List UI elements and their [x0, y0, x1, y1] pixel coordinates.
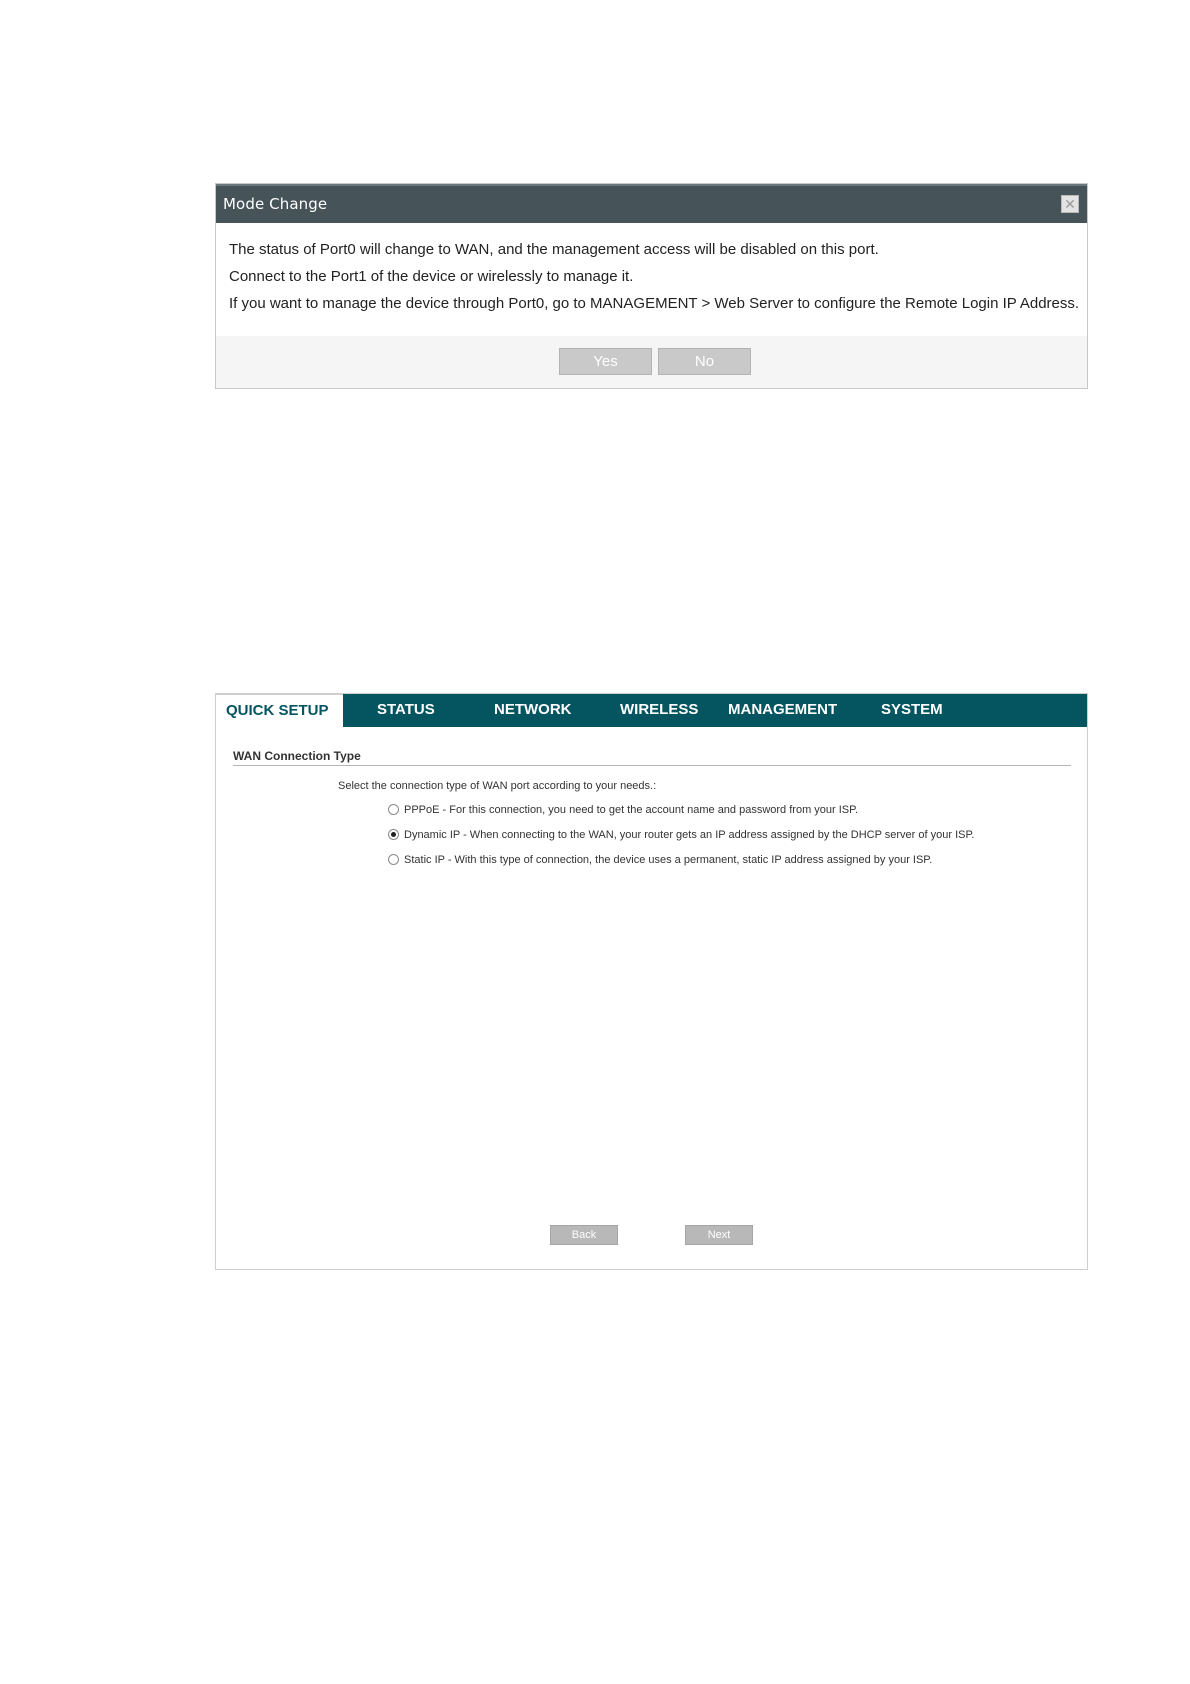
close-icon[interactable]: ✕ [1061, 195, 1079, 213]
option-pppoe[interactable] [388, 804, 858, 816]
dialog-message-line: Connect to the Port1 of the device or wirelessly to manage it. [229, 268, 634, 285]
dialog-titlebar [216, 184, 1087, 223]
tab-status[interactable]: STATUS [377, 701, 435, 718]
tab-management[interactable]: MANAGEMENT [728, 701, 838, 718]
option-label: Dynamic IP - When connecting to the WAN, your router gets an IP address assigned by the DHCP server of your ISP. [404, 829, 975, 841]
tab-system[interactable]: SYSTEM [881, 701, 943, 718]
back-button[interactable]: Back [550, 1225, 618, 1245]
option-label: Static IP - With this type of connection, the device uses a permanent, static IP address assigned by your ISP. [404, 854, 933, 866]
radio-static-ip[interactable] [388, 854, 399, 865]
no-button[interactable]: No [658, 348, 751, 375]
mode-change-dialog [215, 183, 1088, 389]
main-nav [216, 694, 1087, 727]
tab-wireless[interactable]: WIRELESS [620, 701, 699, 718]
option-label: PPPoE - For this connection, you need to get the account name and password from your ISP. [404, 804, 859, 816]
quick-setup-panel [215, 693, 1088, 1270]
next-button[interactable]: Next [685, 1225, 753, 1245]
dialog-title: Mode Change [223, 195, 328, 213]
dialog-message-line: If you want to manage the device through Port0, go to MANAGEMENT > Web Server to configure the Remote Login IP Address. [229, 295, 1080, 312]
radio-dynamic-ip[interactable] [388, 829, 399, 840]
option-static-ip[interactable] [388, 854, 932, 866]
dialog-footer [216, 336, 1087, 388]
instruction-text: Select the connection type of WAN port according to your needs.: [338, 780, 657, 792]
tab-quick-setup[interactable]: QUICK SETUP [216, 694, 343, 727]
dialog-message-line: The status of Port0 will change to WAN, and the management access will be disabled on this port. [229, 241, 879, 258]
option-dynamic-ip[interactable] [388, 829, 974, 841]
yes-button[interactable]: Yes [559, 348, 652, 375]
radio-pppoe[interactable] [388, 804, 399, 815]
dialog-message [216, 223, 1087, 312]
section-title: WAN Connection Type [233, 749, 1071, 766]
tab-network[interactable]: NETWORK [494, 701, 572, 718]
